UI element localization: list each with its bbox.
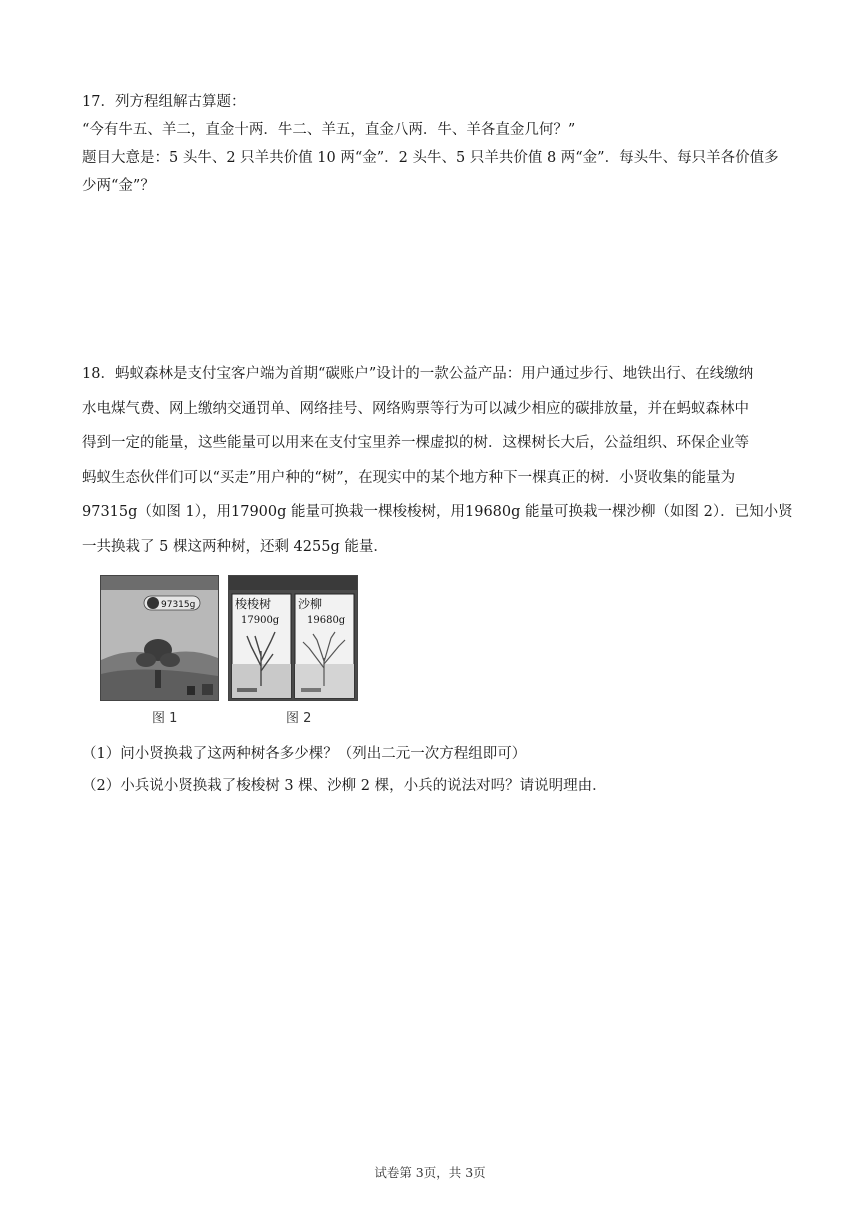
q18-text-line: 一共换栽了 5 棵这两种树，还剩 4255g 能量．	[82, 538, 388, 555]
q17-text-line: 少两“金”？	[82, 178, 155, 194]
page-footer: 试卷第 3页，共 3页	[374, 1165, 486, 1180]
question-17	[82, 88, 782, 200]
question-18	[82, 357, 793, 564]
q18-text-line: 蚂蚁生态伙伴们可以“买走”用户种的“树”，在现实中的某个地方种下一棵真正的树．小贤收集的能量为	[82, 469, 736, 486]
q17-title: 17．列方程组解古算题：	[82, 94, 246, 110]
figure-1-energy-label: 97315g	[161, 600, 196, 610]
q17-text-line: 题目大意是：5 头牛、2 只羊共价值 10 两“金”．2 头牛、5 只羊共价值 8 两“金”．每头牛、每只羊各价值多	[82, 150, 779, 166]
figure-2-caption: 图 2	[286, 711, 312, 726]
q17-quote: “今有牛五、羊二，直金十两．牛二、羊五，直金八两．牛、羊各直金几何？”	[82, 122, 576, 138]
subquestion-1: （1）问小贤换栽了这两种树各多少棵？（列出二元一次方程组即可）	[82, 746, 527, 762]
q18-text-line: 97315g（如图 1），用17900g 能量可换栽一棵梭梭树，用19680g 能量可换栽一棵沙柳（如图 2）．已知小贤	[82, 504, 793, 520]
figure-1-phone-screenshot	[100, 575, 219, 701]
tree-b-energy: 19680g	[307, 615, 346, 626]
figures-group	[100, 575, 360, 725]
q18-text-line: 得到一定的能量，这些能量可以用来在支付宝里养一棵虚拟的树．这棵树长大后，公益组织、环保企业等	[82, 435, 749, 451]
subquestion-2: （2）小兵说小贤换栽了梭梭树 3 棵、沙柳 2 棵，小兵的说法对吗？请说明理由．	[82, 778, 607, 794]
q18-text-line: 水电煤气费、网上缴纳交通罚单、网络挂号、网络购票等行为可以减少相应的碳排放量，并在蚂蚁森林中	[82, 400, 749, 417]
tree-a-energy: 17900g	[241, 615, 280, 626]
figure-1-image	[101, 576, 218, 700]
figure-2-phone-screenshot	[228, 575, 358, 701]
question-18-subquestions	[82, 738, 782, 802]
figure-2-image	[229, 576, 357, 700]
tree-b-name: 沙柳	[298, 597, 323, 611]
q18-text-line: 18．蚂蚁森林是支付宝客户端为首期“碳账户”设计的一款公益产品：用户通过步行、地铁出行、在线缴纳	[82, 366, 754, 382]
tree-a-name: 梭梭树	[235, 597, 272, 611]
figure-1-caption: 图 1	[152, 711, 178, 726]
